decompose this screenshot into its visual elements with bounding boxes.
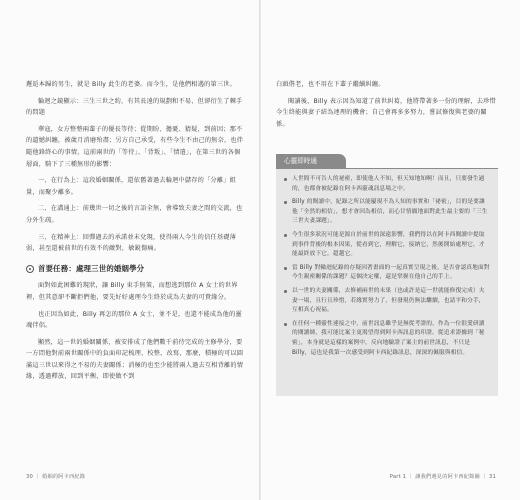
box-item: 在任何一種靈性連接之中，前世訊息雖乎是無從考證的，作為一位很愛研讀的閱讀師，我可能比案主更渴望得到阿卡西訊息的印證。從追求證據到「秘密」，本身就是這樣的案例中，反向地驗證了案主的前世訊息，不只是 Billy，這也是我第一次感受到阿卡西紀錄訊息，深深的佩服與相信。 — [284, 320, 490, 358]
left-page-body — [26, 79, 246, 388]
left-paragraph-8: 也正因為如此，Billy 再怎的那位 A 女士，並不是，也還不能成為他的靈魂伴侶。 — [26, 310, 242, 330]
box-item: Billy 的閱讀中，紀錄之所以能屢現不為人知的事實和「祕密」，目的是要讓他「全然的相信」，想才會因為相信，而心甘情願地面對此生最主要的「三生三世夫妻課題」。 — [284, 198, 490, 227]
left-paragraph-1: 邂逅本歸的男生，就是 Billy 此生的老婆。而今生，是他們相遇的第三世。 — [26, 81, 237, 88]
box-item: 今生很多狀況可能是源自於前世的深遠影響，我們得以在阿卡西閱讀中提取到事件背後的根本因果，從看到它，理解它，接納它，然後開始處理它，才能最終放下它，超越它。 — [284, 231, 490, 260]
left-paragraph-4: 一、在行為上：這段婚姻關係，還依舊著過去輪迴中儲存的「分離」組量，而聚少離多。 — [26, 177, 237, 196]
right-footer: Part 1 ｜ 讓我們遇見的阿卡西紀錄圖 ｜ 31 — [389, 474, 496, 480]
section-heading-text: 首要任務：處理三世的婚姻學分 — [38, 263, 145, 273]
left-footer: 30 ｜ 婚姻的阿卡西紀錄 — [26, 474, 86, 480]
section-heading — [26, 263, 246, 275]
box-item: 人世間不可告人的祕密，即使他人不知，但天知地知啊！而且，只要發生過的，也都會被紀錄在阿卡西靈魂訊息場之中。 — [284, 175, 490, 194]
right-paragraph-2: 閱讀後，Billy 表示因為知道了前世糾葛，他將帶著多一份的理解，去珍惜今生終能與妻子結為連理的機會；自己會再多多努力，嘗試修復與老婆的關係。 — [276, 97, 496, 128]
right-paragraph-1: 白頭偕老，也不用在下輩子繼續糾纏。 — [276, 81, 385, 88]
box-item: 當 Billy 對輪迴紀錄的存疑因著畫面的一起真實呈現之後，是否會認真地面對今生親密關係的課題？這個決定權，還是掌握在他自己的手上。 — [284, 264, 490, 283]
sidebar-box-title: 心靈即時通 — [276, 154, 346, 168]
left-paragraph-7: 面對如此困難的現狀，讓 Billy 束手無策，而想逃到那位 A 女士的世界裡，但其意卻不斷拒們他，要先好好處理今生終於成為夫妻的可貴緣分。 — [26, 282, 238, 301]
right-page-body — [276, 79, 498, 135]
left-paragraph-3: 華寇，女方整整兩輩子的優長等待；從期盼、擔憂、猜疑，到前因；那不的遺憾糾纏，被歲月消磨殆盡；另方自己承受，有些今生不由己的無奈，也伴隨他鋒終心的事情，這前兩世的「等待」、「背叛」、「情遣」，在第三世的各個層面，騎下了三種無形的影響： — [26, 125, 244, 168]
sidebar-box-list — [284, 175, 490, 358]
box-item: 以一世的夫妻關係，去修補兩世的未果（也或許是這一世就能修復完成）夫妻一場，且行且珍惜，若緣實努力了，但發現仍無法繼續，也請平和分手，互相真心祝福。 — [284, 287, 490, 316]
target-icon — [26, 265, 34, 273]
left-paragraph-6: 三、在精神上：回彈過去的承諾並未兌現，使得兩人今生的信任基礎薄弱，甚至還被前世的有效不的敵對，敏銳傷痛。 — [26, 233, 237, 253]
left-paragraph-9: 顯然，這一世的婚姻關係，被安排成了他們數千前待完成的主修學分，要一方問他對前兩世關係中的負面印記梳理、校整，改寫，那麼，積極的可以圓滿這三世以來得之不易的夫妻關係；消極的也至少能將兩人過去互相背離的情緣，透過釋放，回到平衡，即使做不到 — [26, 338, 244, 381]
left-paragraph-5: 二、在溝通上：前幾世一切之後的言語全無，會導致夫妻之間的交流，也分外生疏。 — [26, 205, 243, 224]
left-paragraph-2: 輪迴之鏡顯示：三生三世之約，有其長遠的規劃和不易，但卻衍生了棘手的問題 — [26, 97, 243, 117]
sidebar-box — [276, 168, 498, 396]
